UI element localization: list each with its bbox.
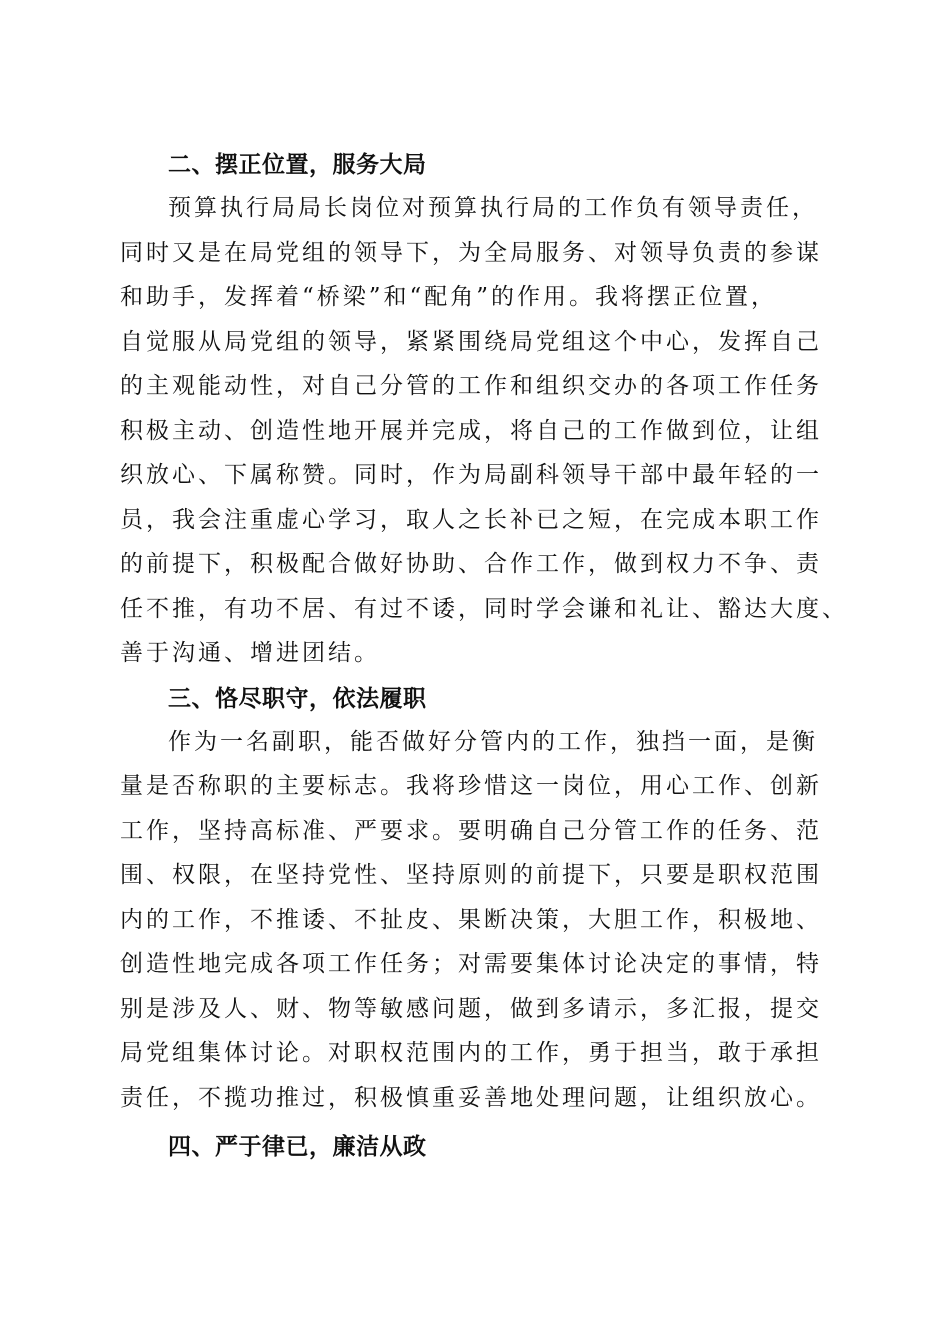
paragraph-line: 预算执行局局长岗位对预算执行局的工作负有领导责任， (168, 195, 818, 221)
document-body (120, 144, 848, 1168)
paragraph-line: 和助手，发挥着“桥梁”和“配角”的作用。我将摆正位置， (120, 284, 778, 310)
section-heading-2: 二、摆正位置，服务大局 (168, 152, 427, 178)
section-heading-4: 四、严于律已，廉洁从政 (168, 1134, 427, 1160)
paragraph-line: 作为一名副职，能否做好分管内的工作，独挡一面，是衡 (168, 728, 818, 755)
paragraph-line: 的前提下，积极配合做好协助、合作工作，做到权力不争、责 (120, 551, 822, 577)
paragraph-line: 创造性地完成各项工作任务；对需要集体讨论决定的事情，特 (120, 951, 822, 977)
paragraph-line: 量是否称职的主要标志。我将珍惜这一岗位，用心工作、创新 (120, 773, 822, 799)
paragraph-line: 局党组集体讨论。对职权范围内的工作，勇于担当，敢于承担 (120, 1040, 822, 1066)
paragraph-line: 工作，坚持高标准、严要求。要明确自己分管工作的任务、范 (120, 817, 822, 844)
paragraph-line: 员，我会注重虚心学习，取人之长补已之短，在完成本职工作 (120, 506, 822, 533)
paragraph-line: 积极主动、创造性地开展并完成，将自己的工作做到位，让组 (120, 417, 822, 444)
section-heading-3: 三、恪尽职守，依法履职 (168, 685, 427, 712)
paragraph-line: 善于沟通、增进团结。 (120, 640, 380, 666)
paragraph-line: 自觉服从局党组的领导，紧紧围绕局党组这个中心，发挥自己 (120, 328, 822, 355)
paragraph-line: 任不推，有功不居、有过不诿，同时学会谦和礼让、豁达大度、 (120, 595, 848, 622)
section-3-paragraph (120, 720, 840, 1121)
paragraph-line: 责任，不揽功推过，积极慎重妥善地处理问题，让组织放心。 (120, 1084, 822, 1111)
paragraph-line: 围、权限，在坚持党性、坚持原则的前提下，只要是职权范围 (120, 862, 822, 888)
paragraph-line: 别是涉及人、财、物等敏感问题，做到多请示，多汇报，提交 (120, 995, 822, 1022)
section-2-paragraph (120, 186, 848, 676)
paragraph-line: 的主观能动性，对自己分管的工作和组织交办的各项工作任务 (120, 373, 822, 399)
paragraph-line: 内的工作，不推诿、不扯皮、果断决策，大胆工作，积极地、 (120, 906, 822, 933)
paragraph-line: 织放心、下属称赞。同时，作为局副科领导干部中最年轻的一 (120, 462, 822, 488)
paragraph-line: 同时又是在局党组的领导下，为全局服务、对领导负责的参谋 (120, 239, 822, 266)
